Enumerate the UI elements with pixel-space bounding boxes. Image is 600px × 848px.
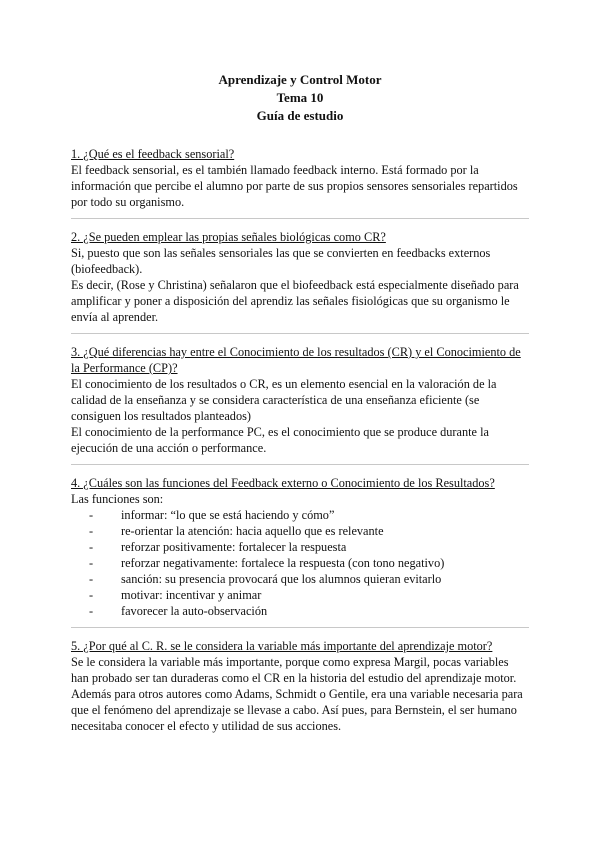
functions-list — [71, 507, 529, 619]
section-divider — [71, 333, 529, 334]
list-item: - reforzar positivamente: fortalecer la respuesta — [71, 539, 529, 555]
section-1 — [71, 146, 529, 219]
list-item: - sanción: su presencia provocará que los alumnos quieran evitarlo — [71, 571, 529, 587]
question-4: 4. ¿Cuáles son las funciones del Feedback externo o Conocimiento de los Resultados? — [71, 476, 495, 490]
document-content — [71, 71, 529, 734]
list-item: - motivar: incentivar y animar — [71, 587, 529, 603]
section-3 — [71, 344, 529, 465]
question-3: 3. ¿Qué diferencias hay entre el Conocimiento de los resultados (CR) y el Conocimiento de la Performance (CP)? — [71, 345, 521, 375]
section-2 — [71, 229, 529, 334]
section-divider — [71, 627, 529, 628]
course-title: Aprendizaje y Control Motor — [218, 72, 382, 87]
section-divider — [71, 464, 529, 465]
section-divider — [71, 218, 529, 219]
topic-title: Tema 10 — [276, 90, 324, 105]
list-item: - re-orientar la atención: hacia aquello que es relevante — [71, 523, 529, 539]
answer-2-paragraph-2: Es decir, (Rose y Christina) señalaron que el biofeedback está especialmente diseñado para amplificar y poner a disposición del aprendiz las señales fisiológicas que su organismo le envía al aprender. — [71, 278, 519, 324]
question-5: 5. ¿Por qué al C. R. se le considera la variable más importante del aprendizaje motor? — [71, 639, 493, 653]
question-1: 1. ¿Qué es el feedback sensorial? — [71, 147, 235, 161]
answer-3-paragraph-1: El conocimiento de los resultados o CR, es un elemento esencial en la valoración de la calidad de la enseñanza y se considera característica de una enseñanza eficiente (se consiguen los resultados planteados) — [71, 377, 497, 423]
study-guide-title: Guía de estudio — [256, 108, 344, 123]
answer-1-paragraph-1: El feedback sensorial, es el también llamado feedback interno. Está formado por la información que percibe el alumno por parte de sus propios sensores sensoriales repartidos por todo su organismo. — [71, 163, 518, 209]
answer-2-paragraph-1: Si, puesto que son las señales sensoriales las que se convierten en feedbacks externos (biofeedback). — [71, 246, 491, 276]
functions-intro: Las funciones son: — [71, 492, 164, 506]
list-item: - reforzar negativamente: fortalece la respuesta (con tono negativo) — [71, 555, 529, 571]
answer-3-paragraph-2: El conocimiento de la performance PC, es el conocimiento que se produce durante la ejecución de una acción o performance. — [71, 425, 489, 455]
list-item: - favorecer la auto-observación — [71, 603, 529, 619]
section-5 — [71, 638, 529, 734]
section-4 — [71, 475, 529, 628]
answer-5-paragraph-1: Se le considera la variable más importante, porque como expresa Margil, pocas variables han probado ser tan duraderas como el CR en la historia del estudio del aprendizaje motor. Además para otros autores como Adams, Schmidt o Gentile, era una variable necesaria para que el fenómeno del aprendizaje se llevase a cabo. Así pues, para Bernstein, el ser humano necesitaba conocer el efecto y utilidad de sus acciones. — [71, 655, 523, 733]
question-2: 2. ¿Se pueden emplear las propias señales biológicas como CR? — [71, 230, 386, 244]
list-item: - informar: “lo que se está haciendo y cómo” — [71, 507, 529, 523]
